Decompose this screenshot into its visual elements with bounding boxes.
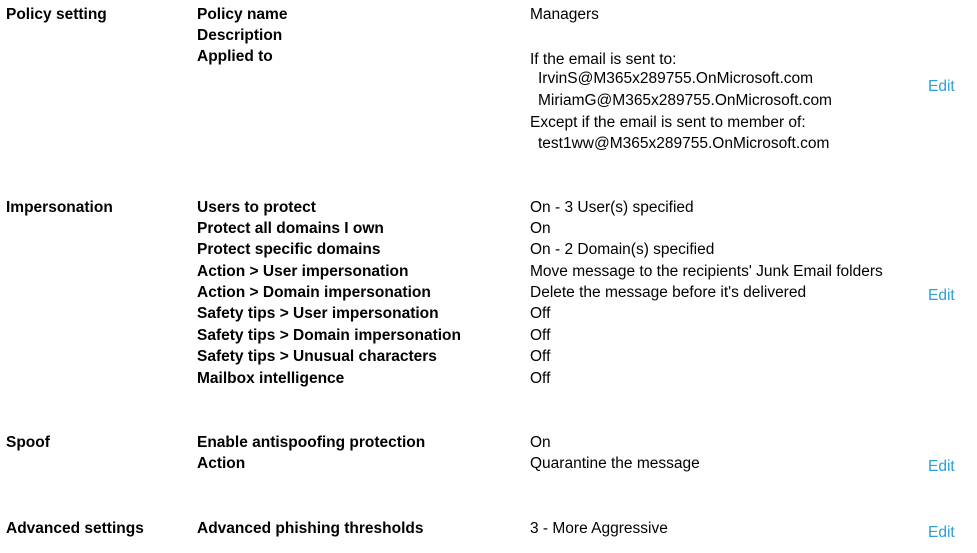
impersonation-row-value: Off <box>530 348 551 365</box>
label-applied-to: Applied to <box>197 48 273 65</box>
spoof-row-value: On <box>530 434 551 451</box>
applied-to-recipient: MiriamG@M365x289755.OnMicrosoft.com <box>538 92 832 109</box>
impersonation-row-label: Protect all domains I own <box>197 220 384 237</box>
impersonation-row-label: Protect specific domains <box>197 241 381 258</box>
value-policy-name: Managers <box>530 6 599 23</box>
impersonation-row-value: Off <box>530 370 551 387</box>
impersonation-row-label: Safety tips > Domain impersonation <box>197 327 461 344</box>
applied-to-intro: If the email is sent to: <box>530 51 677 68</box>
impersonation-row-value: On <box>530 220 551 237</box>
spoof-row-label: Enable antispoofing protection <box>197 434 426 451</box>
impersonation-row-label: Safety tips > User impersonation <box>197 305 439 322</box>
impersonation-row-label: Safety tips > Unusual characters <box>197 348 437 365</box>
impersonation-row-value: On - 3 User(s) specified <box>530 199 694 216</box>
spoof-row-label: Action <box>197 455 246 472</box>
impersonation-row-value: Off <box>530 327 551 344</box>
impersonation-row-label: Action > User impersonation <box>197 263 409 280</box>
impersonation-row-label: Mailbox intelligence <box>197 370 345 387</box>
applied-to-recipient: IrvinS@M365x289755.OnMicrosoft.com <box>538 70 814 87</box>
section-title-impersonation: Impersonation <box>6 199 113 216</box>
applied-to-except-intro: Except if the email is sent to member of: <box>530 114 806 131</box>
impersonation-row-value: Off <box>530 305 551 322</box>
advanced-row-value: 3 - More Aggressive <box>530 520 668 537</box>
edit-spoof-link[interactable]: Edit <box>928 458 955 475</box>
spoof-row-value: Quarantine the message <box>530 455 700 472</box>
impersonation-row-value: On - 2 Domain(s) specified <box>530 241 715 258</box>
section-title-spoof: Spoof <box>6 434 50 451</box>
advanced-row-label: Advanced phishing thresholds <box>197 520 424 537</box>
section-title-policy-setting: Policy setting <box>6 6 107 23</box>
impersonation-row-label: Action > Domain impersonation <box>197 284 431 301</box>
edit-impersonation-link[interactable]: Edit <box>928 287 955 304</box>
section-title-advanced-settings: Advanced settings <box>6 520 144 537</box>
impersonation-row-value: Move message to the recipients' Junk Email folders <box>530 263 883 280</box>
impersonation-row-value: Delete the message before it's delivered <box>530 284 807 301</box>
impersonation-row-label: Users to protect <box>197 199 316 216</box>
label-description: Description <box>197 27 283 44</box>
label-policy-name: Policy name <box>197 6 288 23</box>
edit-advanced-settings-link[interactable]: Edit <box>928 524 955 541</box>
applied-to-except-member: test1ww@M365x289755.OnMicrosoft.com <box>538 135 830 152</box>
edit-policy-setting-link[interactable]: Edit <box>928 78 955 95</box>
